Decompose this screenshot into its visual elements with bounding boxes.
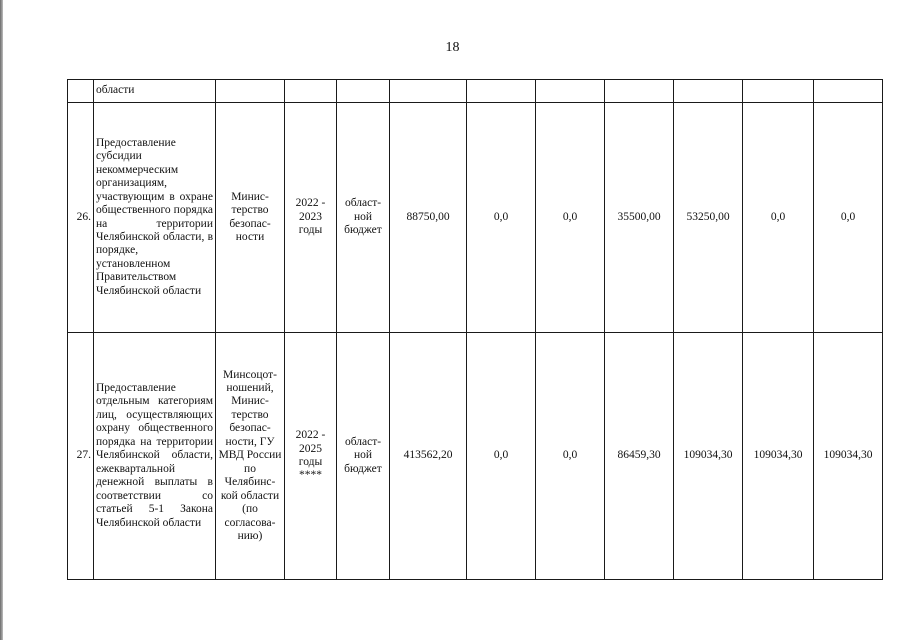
value-cell [390, 80, 467, 103]
value-cell [743, 80, 814, 103]
value-cell: 0,0 [536, 103, 605, 333]
executor-cell: Минсоцот-ношений, Минис-терство безопас-ности, ГУ МВД России по Челябинс-кой области (по согласова-нию) [216, 333, 285, 580]
value-cell: 109034,30 [814, 333, 883, 580]
period-cell: 2022 - 2025 годы **** [285, 333, 337, 580]
value-total-cell: 413562,20 [390, 333, 467, 580]
value-cell: 86459,30 [605, 333, 674, 580]
value-cell: 0,0 [743, 103, 814, 333]
table-row-continuation [68, 80, 883, 103]
row-number-cell [68, 80, 94, 103]
table-row [68, 333, 883, 580]
value-cell [536, 80, 605, 103]
source-cell [337, 80, 390, 103]
value-cell: 0,0 [536, 333, 605, 580]
executor-cell: Минис-терство безопас-ности [216, 103, 285, 333]
value-cell [605, 80, 674, 103]
executor-cell [216, 80, 285, 103]
description-cell: Предоставление субсидии некоммерческим организациям, участвующим в охране общественного порядка на территории Челябинской области, в порядке, установленном Правительством Челябинской области [94, 103, 216, 333]
value-cell: 0,0 [467, 333, 536, 580]
program-activities-table [67, 79, 883, 580]
description-cell: Предоставление отдельным категориям лиц, осуществляющих охрану общественного порядка на территории Челябинской области, ежеквартальной денежной выплаты в соответствии со статьей 5-1 Закона Челябинской области [94, 333, 216, 580]
value-cell: 0,0 [467, 103, 536, 333]
description-cell: области [94, 80, 216, 103]
value-cell: 53250,00 [674, 103, 743, 333]
value-cell: 0,0 [814, 103, 883, 333]
value-cell [674, 80, 743, 103]
row-number-cell: 27. [68, 333, 94, 580]
value-cell [467, 80, 536, 103]
value-cell: 35500,00 [605, 103, 674, 333]
value-cell [814, 80, 883, 103]
page-number: 18 [445, 40, 460, 55]
page-edge-shadow [0, 0, 3, 640]
row-number-cell: 26. [68, 103, 94, 333]
value-cell: 109034,30 [743, 333, 814, 580]
source-cell: област-ной бюджет [337, 103, 390, 333]
table-row [68, 103, 883, 333]
period-cell [285, 80, 337, 103]
value-cell: 109034,30 [674, 333, 743, 580]
value-total-cell: 88750,00 [390, 103, 467, 333]
period-cell: 2022 - 2023 годы [285, 103, 337, 333]
source-cell: област-ной бюджет [337, 333, 390, 580]
